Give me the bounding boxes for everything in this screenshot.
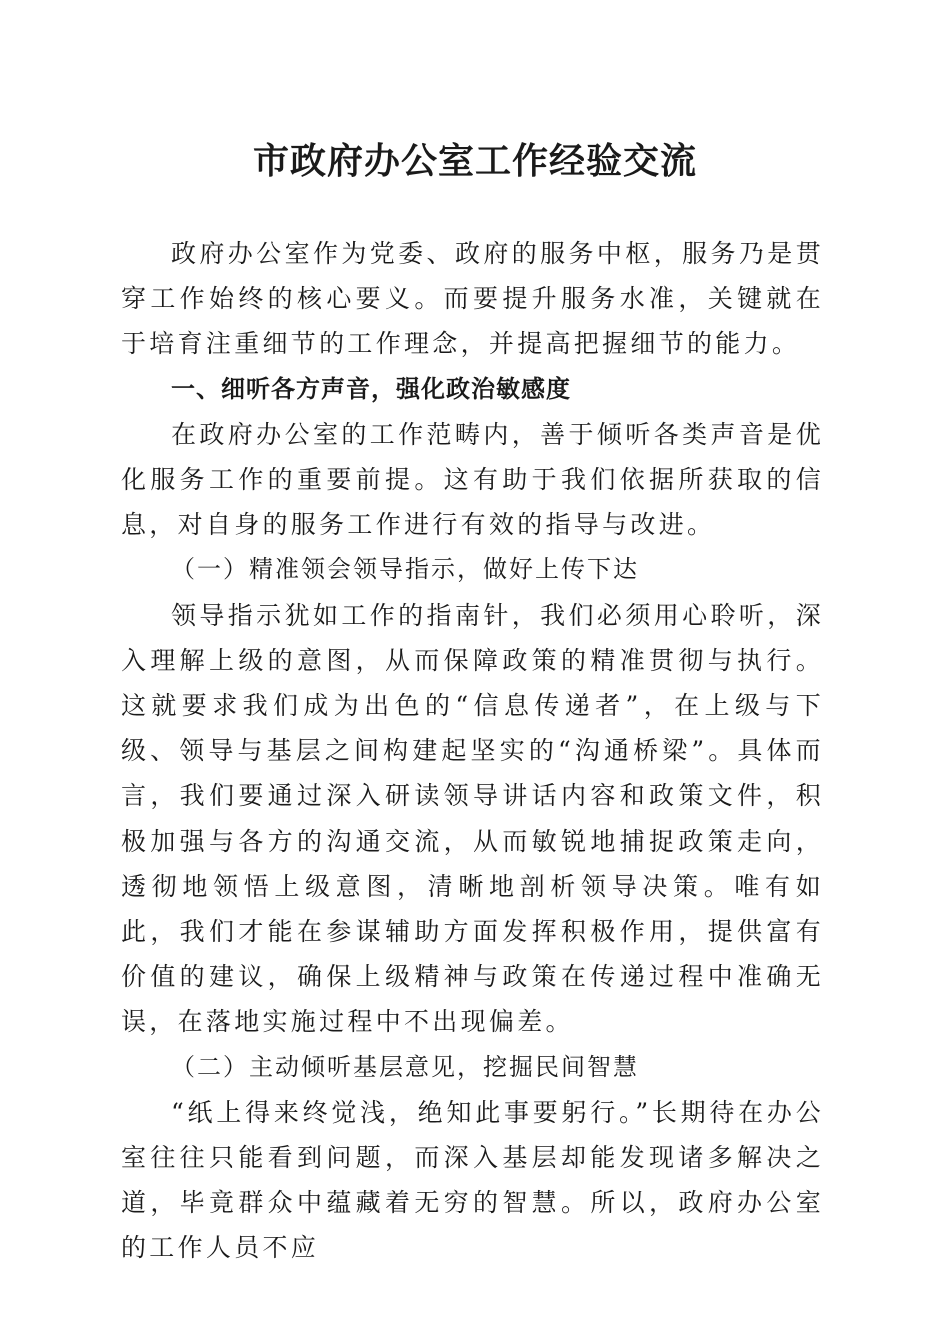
subsection-1-paragraph: 领导指示犹如工作的指南针，我们必须用心聆听，深入理解上级的意图，从而保障政策的精准贯彻与执行。这就要求我们成为出色的“信息传递者”，在上级与下级、领导与基层之间构建起坚实的“沟通桥梁”。具体而言，我们要通过深入研读领导讲话内容和政策文件，积极加强与各方的沟通交流，从而敏锐地捕捉政策走向，透彻地领悟上级意图，清晰地剖析领导决策。唯有如此，我们才能在参谋辅助方面发挥积极作用，提供富有价值的建议，确保上级精神与政策在传递过程中准确无误，在落地实施过程中不出现偏差。: [121, 600, 824, 1037]
intro-paragraph: 政府办公室作为党委、政府的服务中枢，服务乃是贯穿工作始终的核心要义。而要提升服务水准，关键就在于培育注重细节的工作理念，并提高把握细节的能力。: [121, 239, 824, 359]
subsection-heading-2: （二）主动倾听基层意见，挖掘民间智慧: [171, 1052, 639, 1081]
subsection-heading-1: （一）精准领会领导指示，做好上传下达: [171, 555, 639, 584]
section-heading-1: 一、细听各方声音，强化政治敏感度: [171, 374, 571, 403]
subsection-2-paragraph: “纸上得来终觉浅，绝知此事要躬行。”长期待在办公室往往只能看到问题，而深入基层却能发现诸多解决之道，毕竟群众中蕴藏着无穷的智慧。所以，政府办公室的工作人员不应: [121, 1097, 824, 1263]
section-1-paragraph: 在政府办公室的工作范畴内，善于倾听各类声音是优化服务工作的重要前提。这有助于我们依据所获取的信息，对自身的服务工作进行有效的指导与改进。: [121, 419, 824, 540]
document-body: [121, 231, 824, 1271]
document-title: 市政府办公室工作经验交流: [252, 140, 697, 182]
